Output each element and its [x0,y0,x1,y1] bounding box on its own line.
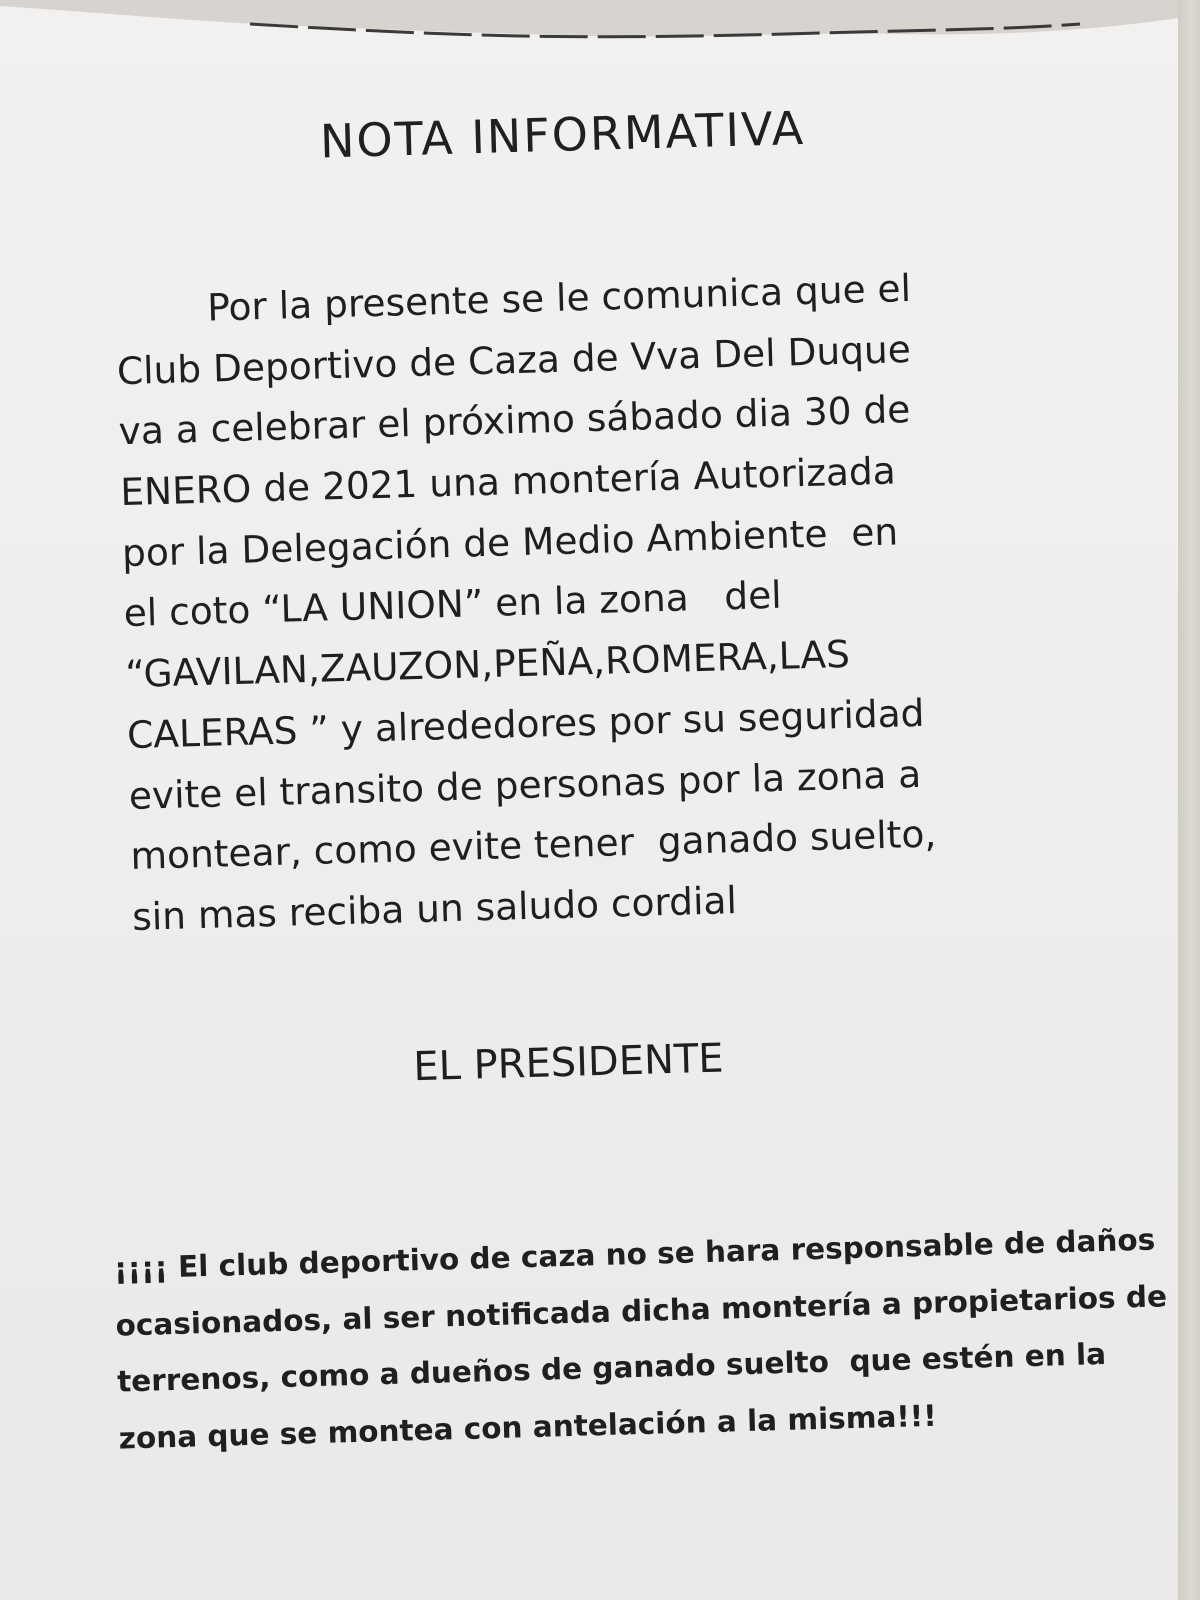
disclaimer-line: ocasionados, al ser notificada dicha montería a propietarios de [115,1278,1168,1343]
disclaimer-line: terrenos, como a dueños de ganado suelto que estén en la [116,1336,1107,1399]
background-edge [1178,0,1200,1600]
disclaimer-line: zona que se montea con antelación a la misma!!! [118,1398,938,1456]
body-line: va a celebrar el próximo sábado dia 30 de [118,387,911,454]
body-line: montear, como evite tener ganado suelto, [129,811,937,879]
disclaimer-line: ¡¡¡¡ El club deportivo de caza no se hara responsable de daños [113,1222,1156,1286]
body-line: Por la presente se le comunica que el [206,266,912,330]
body-line: evite el transito de personas por la zona a [128,751,922,818]
body-line: por la Delegación de Medio Ambiente en [121,509,899,575]
body-line: el coto “LA UNION” en la zona del [123,573,783,636]
body-line: “GAVILAN,ZAUZON,PEÑA,ROMERA,LAS [124,631,851,697]
body-line: CALERAS ” y alrededores por su seguridad [126,690,925,757]
notice-title: NOTA INFORMATIVA [319,100,806,169]
signature: EL PRESIDENTE [412,1035,725,1091]
body-line: sin mas reciba un saludo cordial [131,878,738,939]
body-line: Club Deportivo de Caza de Vva Del Duque [116,326,912,393]
disclaimer [113,1212,1168,1467]
notice-body [114,253,1092,947]
body-line: ENERO de 2021 una montería Autorizada [119,448,897,515]
